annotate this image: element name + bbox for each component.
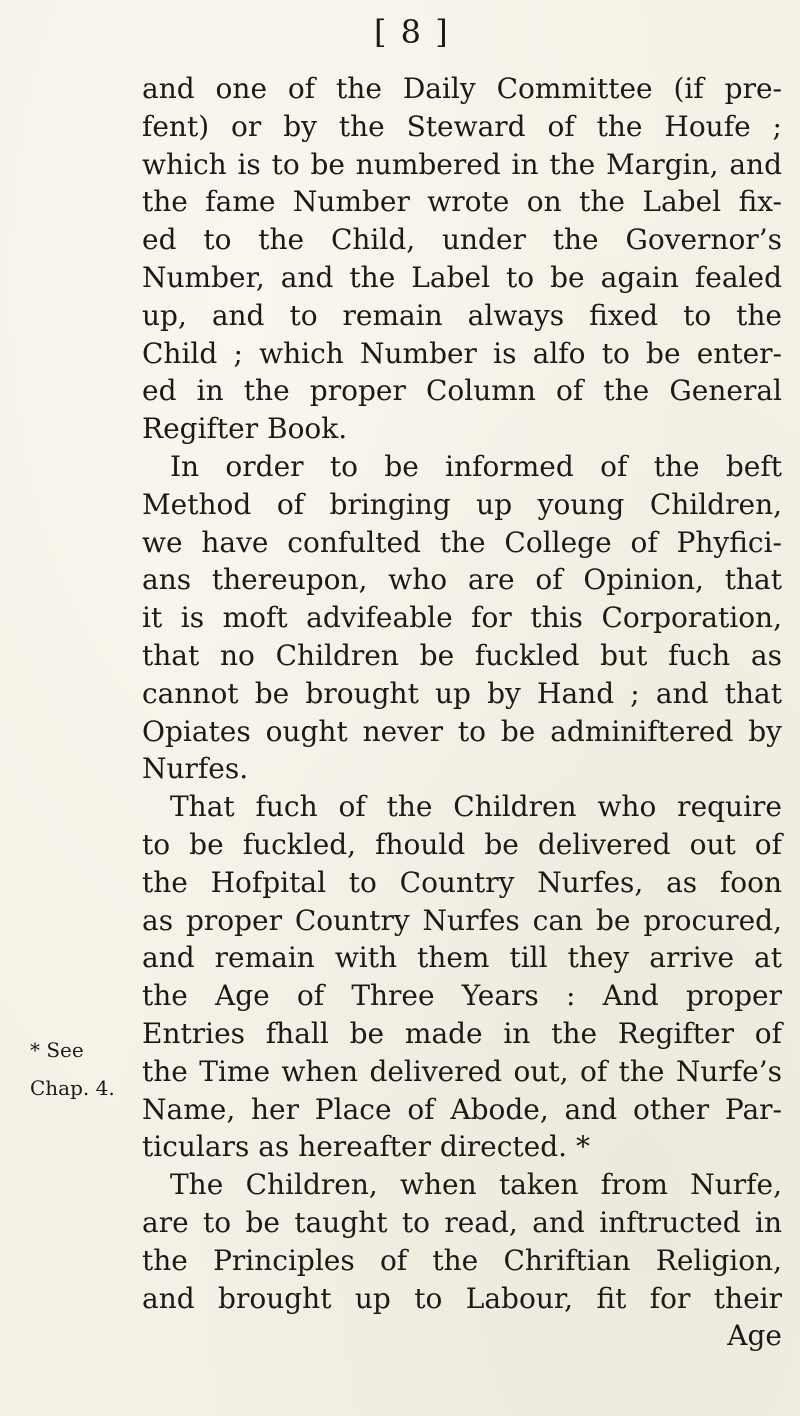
text-line: which is to be numbered in the Margin, and bbox=[142, 147, 782, 181]
text-line: Number, and the Label to be again fealed bbox=[142, 260, 782, 294]
text-line: fent) or by the Steward of the Houfe ; bbox=[142, 109, 782, 143]
text-line: Nurfes. bbox=[142, 752, 249, 786]
text-line: and brought up to Labour, fit for their bbox=[142, 1281, 782, 1315]
text-line: ans thereupon, who are of Opinion, that bbox=[142, 563, 782, 597]
text-line: as proper Country Nurfes can be procured, bbox=[142, 903, 782, 937]
text-line: to be fuckled, fhould be delivered out of bbox=[142, 827, 782, 861]
text-line: the Hofpital to Country Nurfes, as foon bbox=[142, 865, 782, 899]
text-line: and remain with them till they arrive at bbox=[142, 941, 782, 975]
margin-note-chapter: Chap. 4. bbox=[30, 1076, 115, 1100]
text-line: the Principles of the Chriftian Religion, bbox=[142, 1243, 782, 1277]
text-line: the fame Number wrote on the Label fix- bbox=[142, 185, 782, 219]
text-line: ed in the proper Column of the General bbox=[142, 374, 782, 408]
text-line: and one of the Daily Committee (if pre- bbox=[142, 72, 782, 105]
text-line: Child ; which Number is alfo to be enter- bbox=[142, 336, 782, 370]
margin-note-see: * See bbox=[30, 1038, 84, 1062]
text-line: Opiates ought never to be adminiftered by bbox=[142, 714, 782, 748]
body-text bbox=[142, 70, 782, 1355]
text-line: the Time when delivered out, of the Nurfe’s bbox=[142, 1054, 782, 1088]
text-line: up, and to remain always fixed to the bbox=[142, 298, 782, 332]
text-line: ticulars as hereafter directed. * bbox=[142, 1130, 590, 1164]
text-line: we have confulted the College of Phyfici- bbox=[142, 525, 782, 559]
paragraph-start-line: The Children, when taken from Nurfe, bbox=[170, 1168, 782, 1202]
text-line: that no Children be fuckled but fuch as bbox=[142, 638, 782, 672]
paragraph-start-line: In order to be informed of the beft bbox=[170, 449, 782, 483]
paragraph-start-line: That fuch of the Children who require bbox=[170, 790, 782, 824]
text-line: Method of bringing up young Children, bbox=[142, 487, 782, 521]
text-line: ed to the Child, under the Governor’s bbox=[142, 223, 782, 257]
catchword: Age bbox=[727, 1319, 782, 1353]
text-line: cannot be brought up by Hand ; and that bbox=[142, 676, 782, 710]
text-line: Regifter Book. bbox=[142, 412, 348, 446]
text-line: it is moft advifeable for this Corporation, bbox=[142, 601, 782, 635]
text-line: Name, her Place of Abode, and other Par- bbox=[142, 1092, 782, 1126]
text-line: Entries fhall be made in the Regifter of bbox=[142, 1016, 782, 1050]
text-line: are to be taught to read, and inftructed in bbox=[142, 1205, 782, 1239]
page-number: [ 8 ] bbox=[374, 13, 450, 51]
text-line: the Age of Three Years : And proper bbox=[142, 979, 782, 1013]
